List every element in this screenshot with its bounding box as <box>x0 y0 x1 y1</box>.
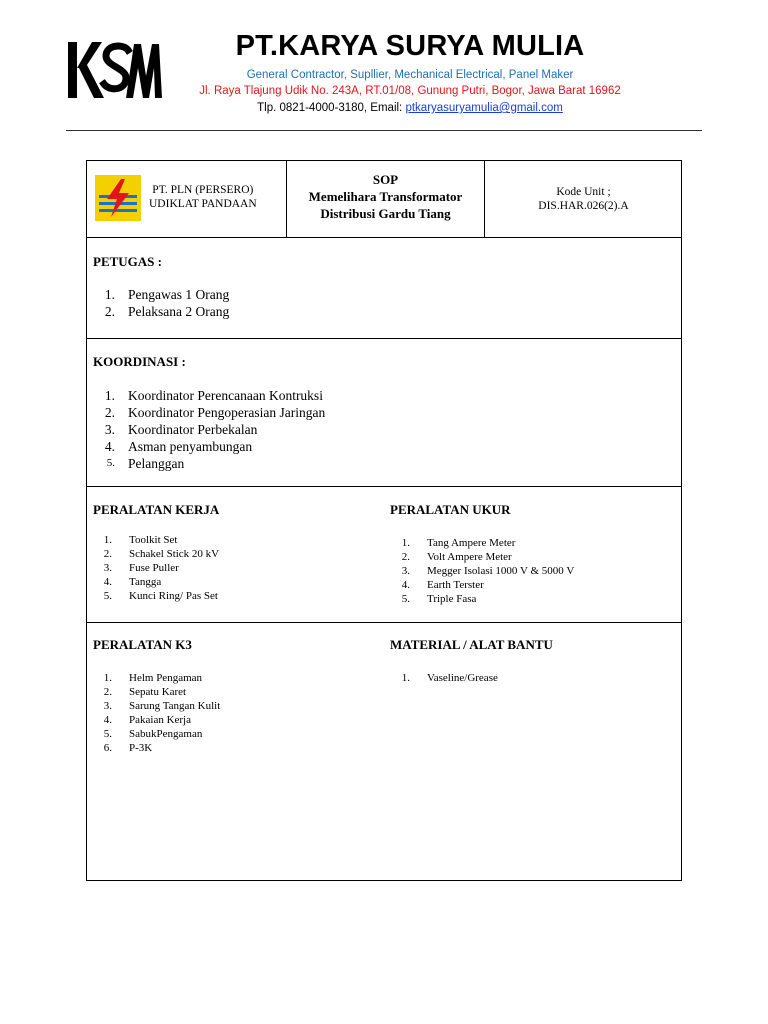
section-petugas <box>87 237 681 339</box>
ksm-logo <box>66 38 164 100</box>
sop-header-row <box>87 161 681 238</box>
org-line1: PT. PLN (PERSERO) <box>152 184 254 196</box>
list-item: 5. Kunci Ring/ Pas Set <box>103 590 218 602</box>
section-title: PERALATAN K3 <box>93 637 192 652</box>
company-subtitle: General Contractor, Supllier, Mechanical Electrical, Panel Maker <box>246 69 574 81</box>
koordinasi-list <box>97 387 325 472</box>
list-item: 1. Vaseline/Grease <box>401 672 498 684</box>
list-item: 2. Pelaksana 2 Orang <box>104 304 230 319</box>
petugas-list <box>97 286 229 320</box>
list-item: 5. Triple Fasa <box>401 593 477 605</box>
sop-title-line2: Distribusi Gardu Tiang <box>320 206 451 221</box>
contact-phone: Tlp. 0821-4000-3180, Email: <box>257 102 406 114</box>
list-item: 2. Sepatu Karet <box>103 686 187 698</box>
section-title: PERALATAN UKUR <box>390 502 511 517</box>
list-item: 2. Schakel Stick 20 kV <box>103 548 220 560</box>
material-list <box>395 671 498 685</box>
list-item: 1. Koordinator Perencanaan Kontruksi <box>104 388 323 403</box>
list-item: 2. Koordinator Pengoperasian Jaringan <box>104 405 326 420</box>
section-title: PETUGAS : <box>93 254 162 269</box>
org-name <box>149 183 257 211</box>
section-title: PERALATAN KERJA <box>93 502 220 517</box>
list-item: 1. Toolkit Set <box>103 534 178 546</box>
sop-title-line1: Memelihara Transformator <box>308 189 463 204</box>
list-item: 4. Asman penyambungan <box>104 439 253 454</box>
peralatan-kerja-list <box>97 533 219 603</box>
company-name: PT.KARYA SURYA MULIA <box>235 30 585 62</box>
company-contact <box>170 102 650 114</box>
sop-title-cell <box>287 161 485 237</box>
list-item: 3. Koordinator Perbekalan <box>104 422 258 437</box>
peralatan-ukur-list <box>395 536 574 606</box>
section-k3-material <box>87 622 681 880</box>
list-item: 4. Earth Terster <box>401 579 484 591</box>
list-item: 1. Helm Pengaman <box>103 672 203 684</box>
org-cell <box>87 161 287 237</box>
header-divider <box>66 130 702 131</box>
email-link[interactable]: ptkaryasuryamulia@gmail.com <box>405 102 563 114</box>
list-item: 4. Tangga <box>103 576 162 588</box>
section-koordinasi <box>87 338 681 487</box>
section-peralatan <box>87 486 681 623</box>
list-item: 2. Volt Ampere Meter <box>401 551 512 563</box>
pln-lightning-icon <box>95 175 141 221</box>
sop-label: SOP <box>372 172 399 187</box>
list-item: 3. Sarung Tangan Kulit <box>103 700 221 712</box>
unit-code-cell <box>486 161 681 237</box>
list-item: 6. P-3K <box>103 742 153 754</box>
org-line2: UDIKLAT PANDAAN <box>149 198 257 210</box>
list-item: 5. Pelanggan <box>106 456 185 471</box>
unit-code-value: DIS.HAR.026(2).A <box>538 200 629 212</box>
list-item: 5. SabukPengaman <box>103 728 203 740</box>
list-item: 3. Fuse Puller <box>103 562 179 574</box>
list-item: 4. Pakaian Kerja <box>103 714 191 726</box>
list-item: 1. Pengawas 1 Orang <box>104 287 230 302</box>
sop-table <box>86 160 682 881</box>
section-title: MATERIAL / ALAT BANTU <box>390 637 553 652</box>
company-address: Jl. Raya Tlajung Udik No. 243A, RT.01/08, Gunung Putri, Bogor, Jawa Barat 16962 <box>199 85 621 97</box>
list-item: 1. Tang Ampere Meter <box>401 537 516 549</box>
list-item: 3. Megger Isolasi 1000 V & 5000 V <box>401 565 575 577</box>
peralatan-k3-list <box>97 671 220 755</box>
section-title: KOORDINASI : <box>93 354 186 369</box>
unit-code-label: Kode Unit ; <box>556 186 611 198</box>
